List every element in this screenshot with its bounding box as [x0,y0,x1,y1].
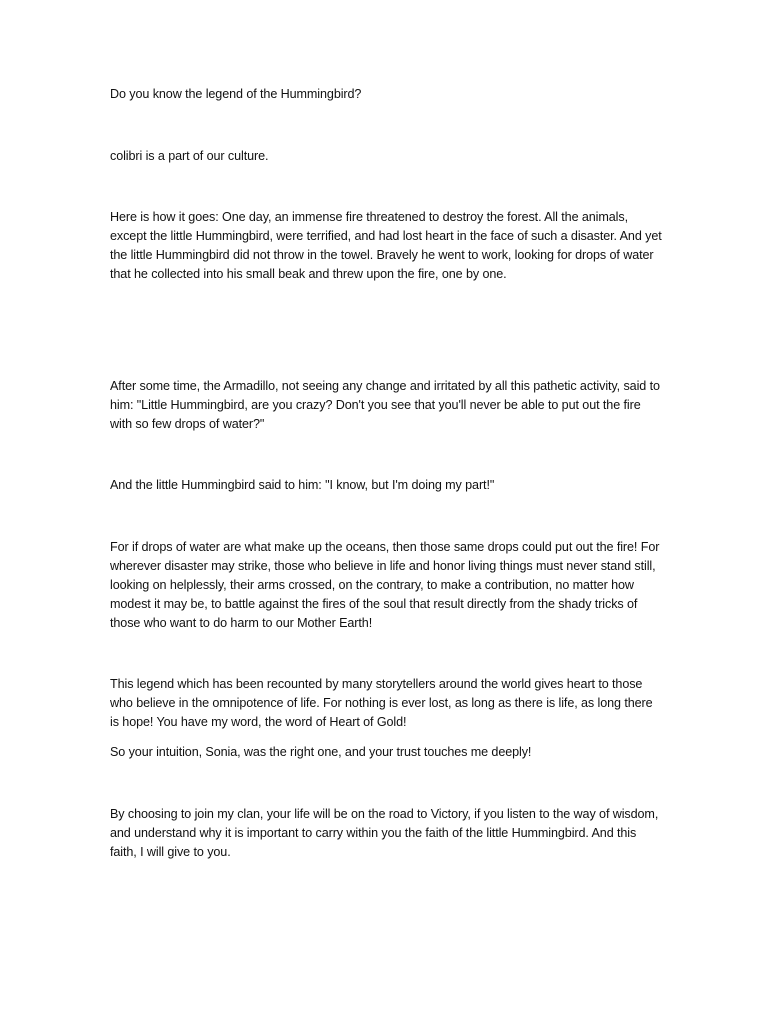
paragraph-culture: colibri is a part of our culture. [110,149,269,163]
paragraph-legend-fire: Here is how it goes: One day, an immense fire threatened to destroy the forest. All the animals, except the little Hummingbird, were terrified, and had lost heart in the face of such a disaster. And yet the little Hummingbird did not throw in the towel. Bravely he went to work, looking for drops of water that he collected into his small beak and threw upon the fire, one by one. [110,210,662,281]
paragraph-hummingbird-reply: And the little Hummingbird said to him: "I know, but I'm doing my part!" [110,478,495,492]
paragraph-moral: For if drops of water are what make up the oceans, then those same drops could put out the fire! For wherever disaster may strike, those who believe in life and honor living things must never stand still, looking on helplessly, their arms crossed, on the contrary, to make a contribution, no matter how modest it may be, to battle against the fires of the soul that result directly from the shady tricks of those who want to do harm to our Mother Earth! [110,540,660,630]
paragraph-sonia: So your intuition, Sonia, was the right one, and your trust touches me deeply! [110,745,532,759]
paragraph-clan: By choosing to join my clan, your life will be on the road to Victory, if you listen to the way of wisdom, and understand why it is important to carry within you the faith of the little Hummingbird. And this faith, I will give to you. [110,807,659,859]
paragraph-question: Do you know the legend of the Hummingbird? [110,87,362,101]
paragraph-armadillo: After some time, the Armadillo, not seeing any change and irritated by all this pathetic activity, said to him: "Little Hummingbird, are you crazy? Don't you see that you'll never be able to put out the fire with so few drops of water?" [110,379,660,431]
paragraph-storytellers: This legend which has been recounted by many storytellers around the world gives heart to those who believe in the omnipotence of life. For nothing is ever lost, as long as there is life, as long there is hope! You have my word, the word of Heart of Gold! [110,677,653,729]
